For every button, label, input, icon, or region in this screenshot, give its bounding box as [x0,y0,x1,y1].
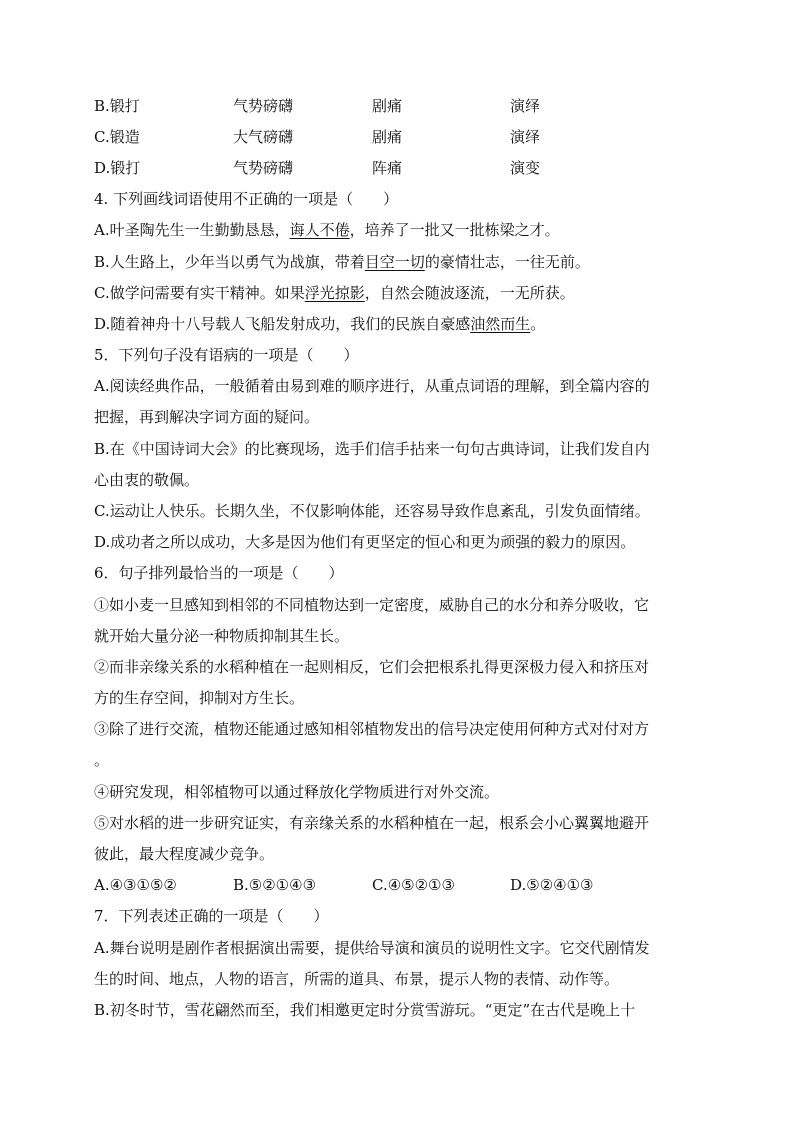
q7-option-b-line1: B.初冬时节，雪花翩然而至，我们相邀更定时分赏雪游玩。“更定”在古代是晚上十 [94,1001,636,1019]
q4-a-text: A.叶圣陶先生一生勤勤恳恳， [94,221,290,239]
q3-word-1: 气势磅礴 [233,159,294,177]
q6-sentence-1-line1: ①如小麦一旦感知到相邻的不同植物达到一定密度，威胁自己的水分和养分吸收，它 [94,596,650,614]
q6-sentence-2-line1: ②而非亲缘关系的水稻种植在一起则相反，它们会把根系扎得更深极力侵入和挤压对 [94,658,650,676]
q3-word-3: 演变 [510,159,541,177]
q4-c-underlined-word: 浮光掠影 [304,284,365,302]
q4-a-underlined-word: 诲人不倦 [289,221,350,239]
q6-sentence-3-line1: ③除了进行交流，植物还能通过感知相邻植物发出的信号决定使用何种方式对付对方 [94,720,650,738]
q6-option-c: C.④⑤②①③ [372,876,455,894]
q3-word-3: 演绎 [510,97,541,115]
q4-a-text-end: ，培养了一批又一批栋梁之才。 [349,221,560,239]
q4-option-c [94,283,575,303]
q5-option-a-line1: A.阅读经典作品，一般循着由易到难的顺序进行，从重点词语的理解，到全篇内容的 [94,377,650,395]
q5-option-c: C.运动让人快乐。长期久坐，不仅影响体能，还容易导致作息紊乱，引发负面情绪。 [94,502,650,520]
q7-option-a-line2: 生的时间、地点，人物的语言，所需的道具、布景，提示人物的表情、动作等。 [94,970,620,988]
q6-sentence-3-line2: 。 [94,751,110,769]
q4-option-d [94,314,545,334]
q3-option-label: D.锻打 [94,159,141,177]
q3-option-label: C.锻造 [94,128,140,146]
q6-option-a: A.④③①⑤② [94,876,177,894]
q3-option-label: B.锻打 [94,97,140,115]
q5-option-b-line2: 心由衷的敬佩。 [94,471,200,489]
q3-word-3: 演绎 [510,128,541,146]
q4-c-text: C.做学问需要有实干精神。如果 [94,284,305,302]
q3-word-2: 剧痛 [372,97,403,115]
q5-option-b-line1: B.在《中国诗词大会》的比赛现场，选手们信手拈来一句句古典诗词，让我们发自内 [94,440,650,458]
q3-word-1: 气势磅礴 [233,97,294,115]
q4-option-a [94,220,560,240]
q7-option-a-line1: A.舞台说明是剧作者根据演出需要，提供给导演和演员的说明性文字。它交代剧情发 [94,939,650,957]
q5-option-d: D.成功者之所以成功，大多是因为他们有更坚定的恒心和更为顽强的毅力的原因。 [94,533,636,551]
q6-sentence-5-line2: 彼此，最大程度减少竞争。 [94,845,275,863]
q4-b-underlined-word: 目空一切 [364,253,425,271]
q4-stem: 4. 下列画线词语使用不正确的一项是（ ） [94,190,399,208]
q3-word-2: 阵痛 [372,159,403,177]
q6-stem: 6．句子排列最恰当的一项是（ ） [94,564,344,582]
q5-stem: 5．下列句子没有语病的一项是（ ） [94,346,359,364]
q4-option-b [94,252,590,272]
q4-d-text: D.随着神舟十八号载人飞船发射成功，我们的民族自豪感 [94,315,471,333]
q4-d-text-end: 。 [530,315,546,333]
q3-word-2: 剧痛 [372,128,403,146]
q6-option-b: B.⑤②①④③ [233,876,317,894]
q6-sentence-2-line2: 方的生存空间，抑制对方生长。 [94,689,305,707]
q6-sentence-4: ④研究发现，相邻植物可以通过释放化学物质进行对外交流。 [94,783,500,801]
q4-b-text: B.人生路上，少年当以勇气为战旗，带着 [94,253,365,271]
q7-stem: 7．下列表述正确的一项是（ ） [94,907,329,925]
q4-b-text-end: 的豪情壮志，一往无前。 [424,253,590,271]
q5-option-a-line2: 把握，再到解决字词方面的疑问。 [94,408,320,426]
q4-c-text-end: ，自然会随波逐流，一无所获。 [364,284,575,302]
q6-option-d: D.⑤②④①③ [510,876,594,894]
q4-d-underlined-word: 油然而生 [470,315,531,333]
q6-sentence-5-line1: ⑤对水稻的进一步研究证实，有亲缘关系的水稻种植在一起，根系会小心翼翼地避开 [94,814,650,832]
q6-sentence-1-line2: 就开始大量分泌一种物质抑制其生长。 [94,627,350,645]
q3-word-1: 大气磅礴 [233,128,294,146]
